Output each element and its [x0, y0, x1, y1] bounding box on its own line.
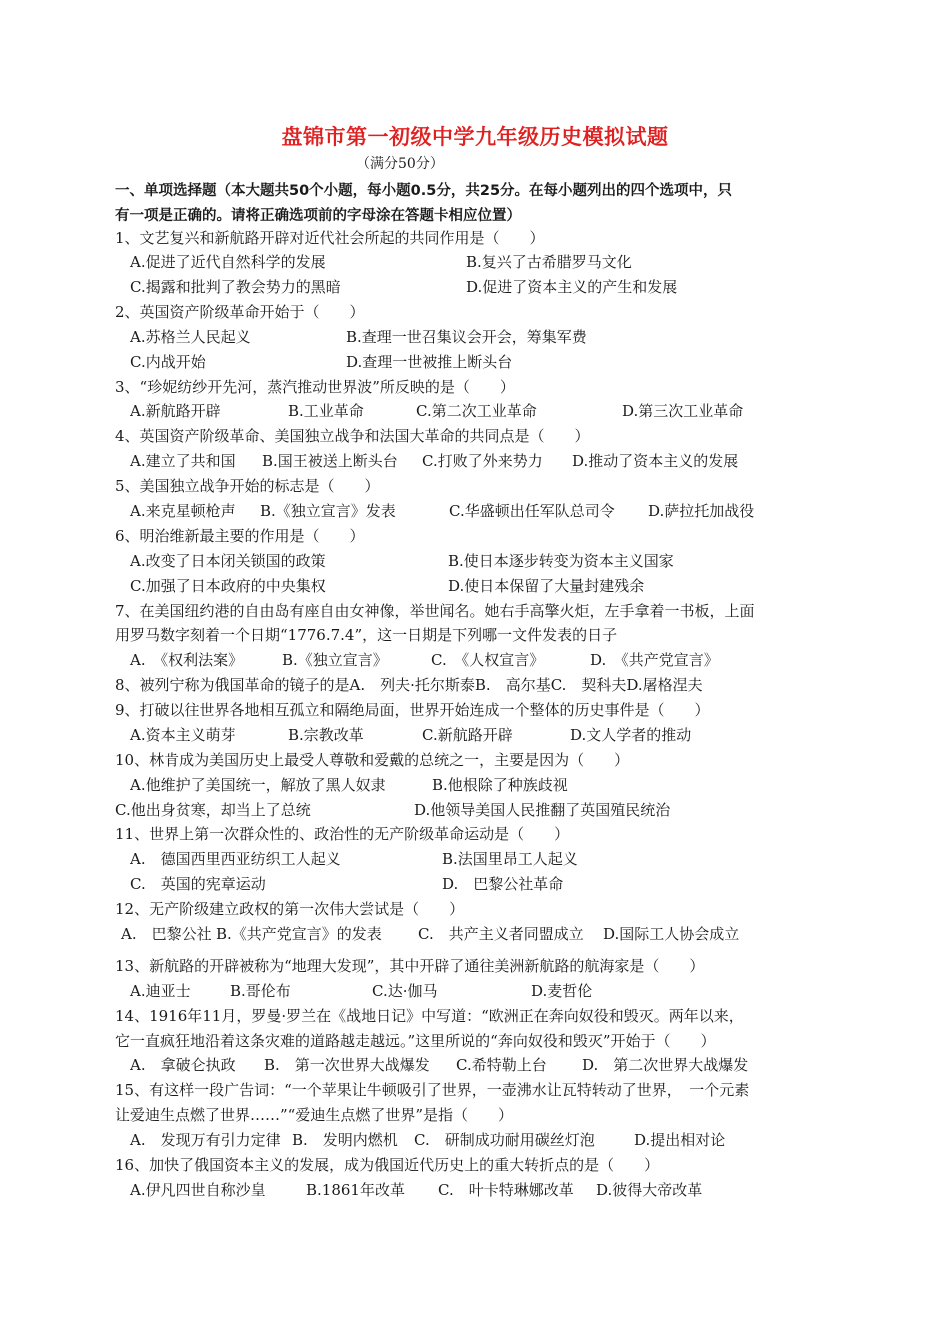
- q12-option-a: A. 巴黎公社: [121, 925, 212, 943]
- q7-option-b: B.《独立宣言》: [282, 651, 388, 669]
- q3-option-a: A.新航路开辟: [130, 402, 221, 420]
- q4-option-b: B.国王被送上断头台: [262, 452, 398, 470]
- q6-option-b: B.使日本逐步转变为资本主义国家: [448, 552, 674, 570]
- question-6-stem: 6、明治维新最主要的作用是（ ）: [115, 527, 365, 545]
- q9-option-c: C.新航路开辟: [422, 726, 513, 744]
- q14-option-d: D. 第二次世界大战爆发: [582, 1056, 749, 1074]
- q6-option-a: A.改变了日本闭关锁国的政策: [130, 552, 326, 570]
- q11-option-c: C. 英国的宪章运动: [130, 875, 266, 893]
- q1-option-d: D.促进了资本主义的产生和发展: [466, 278, 678, 296]
- q10-option-c: C.他出身贫寒，却当上了总统: [115, 801, 311, 819]
- q14-option-a: A. 拿破仑执政: [130, 1056, 236, 1074]
- q3-option-d: D.第三次工业革命: [622, 402, 744, 420]
- question-16-stem: 16、加快了俄国资本主义的发展，成为俄国近代历史上的重大转折点的是（ ）: [115, 1156, 660, 1174]
- q16-option-b: B.1861年改革: [306, 1181, 405, 1199]
- q15-option-c: C. 研制成功耐用碳丝灯泡: [414, 1131, 595, 1149]
- question-7-stem-line-1: 7、在美国纽约港的自由岛有座自由女神像，举世闻名。她右手高擎火炬，左手拿着一书板，上面: [115, 602, 755, 620]
- q14-option-b: B. 第一次世界大战爆发: [264, 1056, 430, 1074]
- q5-option-b: B.《独立宣言》发表: [260, 502, 396, 520]
- q3-option-b: B.工业革命: [288, 402, 364, 420]
- q11-option-d: D. 巴黎公社革命: [442, 875, 564, 893]
- question-15-stem-line-2: 让爱迪生点燃了世界……”“爱迪生点燃了世界”是指（ ）: [115, 1106, 514, 1124]
- question-8-stem: 8、被列宁称为俄国革命的镜子的是A. 列夫·托尔斯泰B. 高尔基C. 契科夫D.屠格涅夫: [115, 676, 703, 694]
- question-9-stem: 9、打破以往世界各地相互孤立和隔绝局面，世界开始连成一个整体的历史事件是（ ）: [115, 701, 710, 719]
- q7-option-d: D. 《共产党宣言》: [590, 651, 719, 669]
- q16-option-c: C. 叶卡特琳娜改革: [438, 1181, 574, 1199]
- q13-option-a: A.迪亚士: [130, 982, 191, 1000]
- q4-option-d: D.推动了资本主义的发展: [572, 452, 739, 470]
- q11-option-b: B.法国里昂工人起义: [442, 850, 578, 868]
- q2-option-c: C.内战开始: [130, 353, 206, 371]
- q10-option-d: D.他领导美国人民推翻了英国殖民统治: [414, 801, 671, 819]
- question-10-stem: 10、林肯成为美国历史上最受人尊敬和爱戴的总统之一，主要是因为（ ）: [115, 751, 630, 769]
- q4-option-c: C.打败了外来势力: [422, 452, 543, 470]
- q9-option-b: B.宗教改革: [288, 726, 364, 744]
- q5-option-c: C.华盛顿出任军队总司令: [449, 502, 615, 520]
- question-4-stem: 4、英国资产阶级革命、美国独立战争和法国大革命的共同点是（ ）: [115, 427, 590, 445]
- q10-option-a: A.他维护了美国统一，解放了黑人奴隶: [130, 776, 386, 794]
- question-3-stem: 3、“珍妮纺纱开先河，蒸汽推动世界波”所反映的是（ ）: [115, 378, 515, 396]
- question-7-stem-line-2: 用罗马数字刻着一个日期“1776.7.4”，这一日期是下列哪一文件发表的日子: [115, 626, 618, 644]
- question-13-stem: 13、新航路的开辟被称为“地理大发现”，其中开辟了通往美洲新航路的航海家是（ ）: [115, 957, 705, 975]
- page-subtitle: （满分50分）: [356, 156, 444, 172]
- q2-option-a: A.苏格兰人民起义: [130, 328, 251, 346]
- section-heading-line-1: 一、单项选择题（本大题共50个小题，每小题0.5分，共25分。在每小题列出的四个选项中，只: [115, 183, 733, 199]
- question-1-stem: 1、文艺复兴和新航路开辟对近代社会所起的共同作用是（ ）: [115, 229, 545, 247]
- q7-option-c: C. 《人权宣言》: [431, 651, 545, 669]
- q2-option-b: B.查理一世召集议会开会，筹集军费: [346, 328, 587, 346]
- q16-option-a: A.伊凡四世自称沙皇: [130, 1181, 266, 1199]
- q6-option-d: D.使日本保留了大量封建残余: [448, 577, 645, 595]
- q5-option-a: A.来克星顿枪声: [130, 502, 236, 520]
- q2-option-d: D.查理一世被推上断头台: [346, 353, 513, 371]
- q15-option-d: D.提出相对论: [634, 1131, 726, 1149]
- q1-option-c: C.揭露和批判了教会势力的黑暗: [130, 278, 341, 296]
- q13-option-b: B.哥伦布: [230, 982, 291, 1000]
- q9-option-d: D.文人学者的推动: [570, 726, 692, 744]
- q6-option-c: C.加强了日本政府的中央集权: [130, 577, 326, 595]
- q12-option-d: D.国际工人协会成立: [603, 925, 740, 943]
- q12-option-c: C. 共产主义者同盟成立: [418, 925, 584, 943]
- page-title: 盘锦市第一初级中学九年级历史模拟试题: [281, 125, 669, 149]
- q4-option-a: A.建立了共和国: [130, 452, 236, 470]
- q16-option-d: D.彼得大帝改革: [596, 1181, 703, 1199]
- q1-option-b: B.复兴了古希腊罗马文化: [466, 253, 632, 271]
- question-14-stem-line-1: 14、1916年11月，罗曼·罗兰在《战地日记》中写道：“欧洲正在奔向奴役和毁灭。两年以来，: [115, 1007, 744, 1025]
- q9-option-a: A.资本主义萌芽: [130, 726, 236, 744]
- question-14-stem-line-2: 它一直疯狂地沿着这条灾难的道路越走越远。”这里所说的“奔向奴役和毁灭”开始于（ ）: [115, 1032, 716, 1050]
- section-heading-line-2: 有一项是正确的。请将正确选项前的字母涂在答题卡相应位置）: [115, 208, 521, 224]
- question-15-stem-line-1: 15、有这样一段广告词：“一个苹果让牛顿吸引了世界，一壶沸水让瓦特转动了世界， 一个元素: [115, 1081, 750, 1099]
- q13-option-d: D.麦哲伦: [531, 982, 593, 1000]
- q7-option-a: A. 《权利法案》: [130, 651, 244, 669]
- q15-option-a: A. 发现万有引力定律: [130, 1131, 281, 1149]
- question-2-stem: 2、英国资产阶级革命开始于（ ）: [115, 303, 365, 321]
- q3-option-c: C.第二次工业革命: [416, 402, 537, 420]
- q15-option-b: B. 发明内燃机: [292, 1131, 398, 1149]
- question-11-stem: 11、世界上第一次群众性的、政治性的无产阶级革命运动是（ ）: [115, 825, 570, 843]
- q12-option-b: B.《共产党宣言》的发表: [216, 925, 382, 943]
- q1-option-a: A.促进了近代自然科学的发展: [130, 253, 326, 271]
- q10-option-b: B.他根除了种族歧视: [432, 776, 568, 794]
- q5-option-d: D.萨拉托加战役: [648, 502, 755, 520]
- q11-option-a: A. 德国西里西亚纺织工人起义: [130, 850, 341, 868]
- question-5-stem: 5、美国独立战争开始的标志是（ ）: [115, 477, 380, 495]
- q13-option-c: C.达·伽马: [372, 982, 438, 1000]
- q14-option-c: C.希特勒上台: [456, 1056, 547, 1074]
- question-12-stem: 12、无产阶级建立政权的第一次伟大尝试是（ ）: [115, 900, 465, 918]
